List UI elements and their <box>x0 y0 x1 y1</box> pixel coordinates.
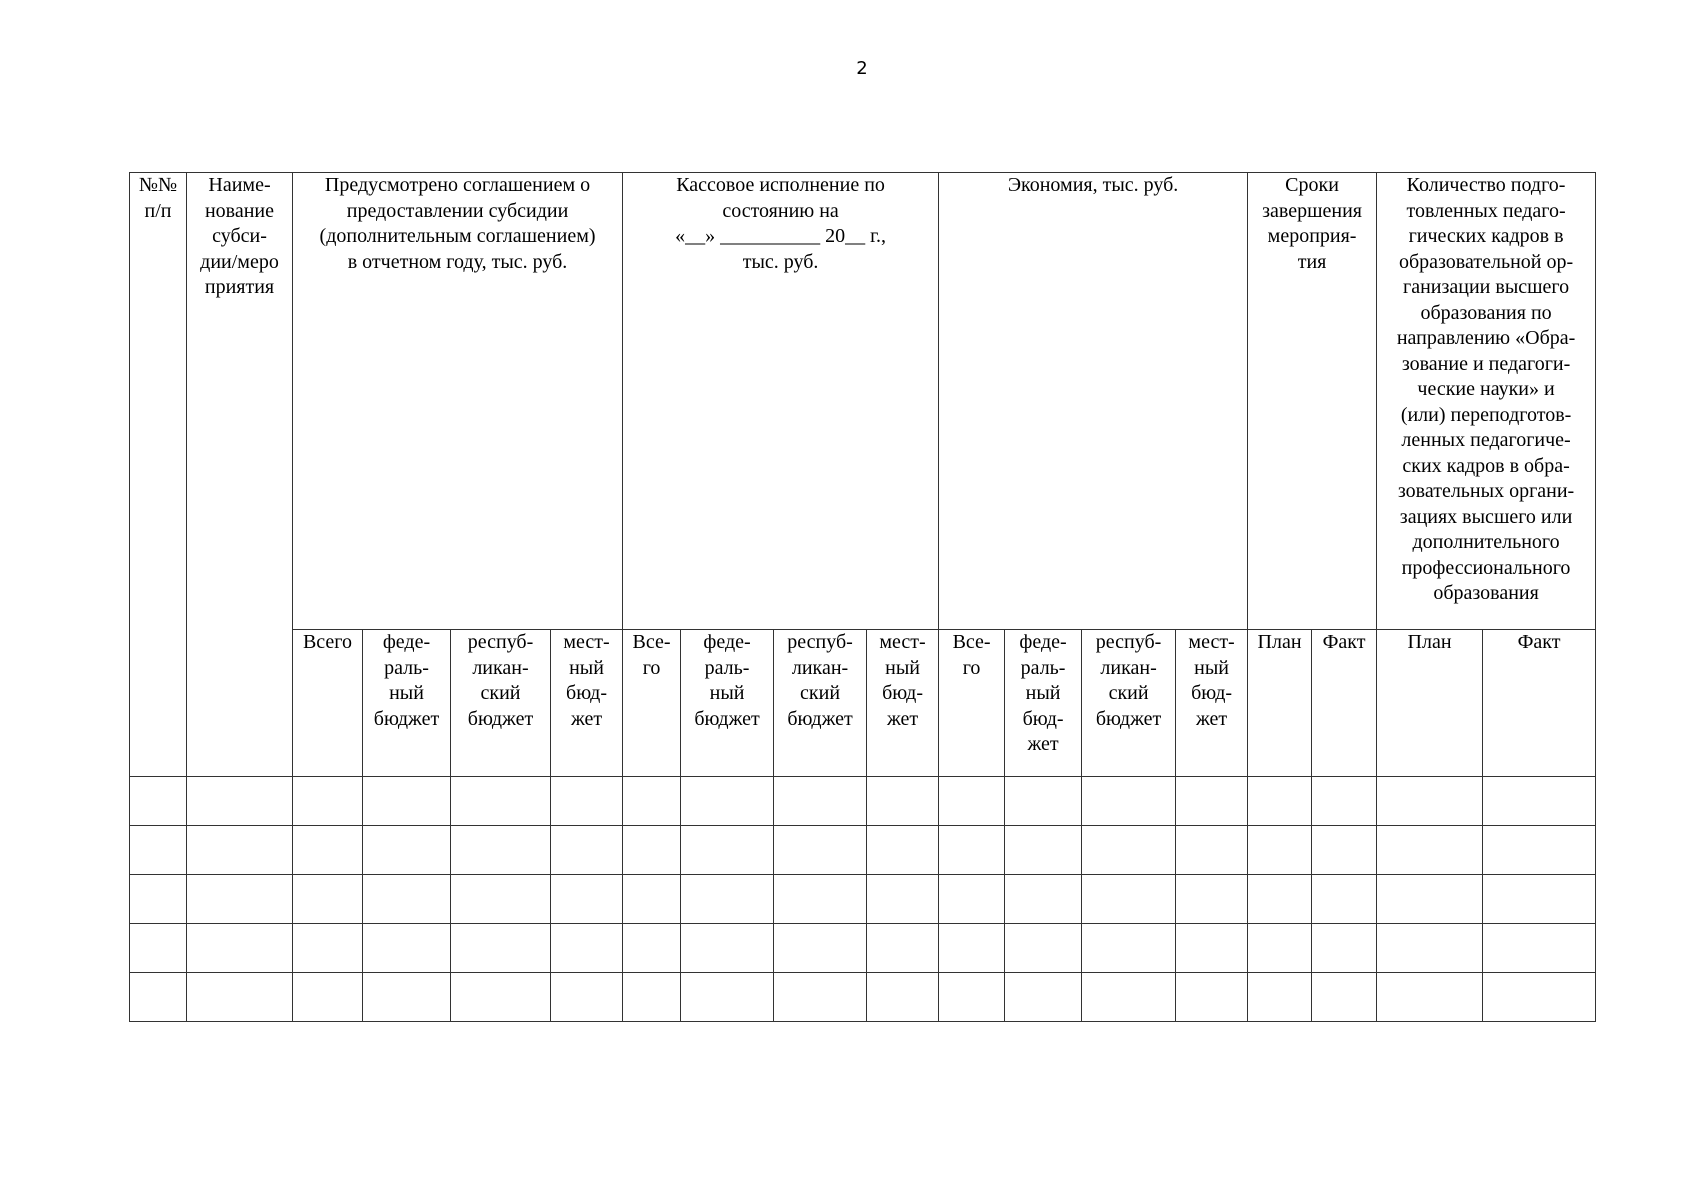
table-cell <box>1005 875 1082 924</box>
table-cell <box>1377 924 1483 973</box>
page-number: 2 <box>856 58 868 79</box>
table-cell <box>681 973 774 1022</box>
table-cell <box>1176 875 1248 924</box>
table-row <box>130 973 1596 1022</box>
table-cell <box>774 924 867 973</box>
table-cell <box>187 973 293 1022</box>
table-cell <box>451 924 551 973</box>
table-cell <box>1312 924 1377 973</box>
table-cell <box>363 973 451 1022</box>
table-cell <box>1005 777 1082 826</box>
table-row <box>130 777 1596 826</box>
table-cell <box>1312 777 1377 826</box>
table-cell <box>1005 924 1082 973</box>
table-cell <box>363 924 451 973</box>
header-name: Наиме- нование субси- дии/меро приятия <box>187 173 293 777</box>
table-cell <box>1312 973 1377 1022</box>
table-cell <box>1082 826 1176 875</box>
table-cell <box>1248 924 1312 973</box>
subheader-planned-federal: феде- раль- ный бюджет <box>363 630 451 777</box>
header-number: №№ п/п <box>130 173 187 777</box>
table-cell <box>293 826 363 875</box>
table-cell <box>293 777 363 826</box>
table-cell <box>293 973 363 1022</box>
table-cell <box>623 924 681 973</box>
table-cell <box>187 777 293 826</box>
subheader-savings-total: Все- го <box>939 630 1005 777</box>
table-body <box>130 777 1596 1022</box>
table-cell <box>551 777 623 826</box>
table-cell <box>1248 777 1312 826</box>
table-cell <box>623 875 681 924</box>
table-cell <box>293 875 363 924</box>
table-cell <box>1377 875 1483 924</box>
table-cell <box>867 777 939 826</box>
subheader-savings-republic: респуб- ликан- ский бюджет <box>1082 630 1176 777</box>
table-cell <box>681 875 774 924</box>
table-cell <box>939 826 1005 875</box>
subheader-planned-republic: респуб- ликан- ский бюджет <box>451 630 551 777</box>
subheader-savings-federal: феде- раль- ный бюд- жет <box>1005 630 1082 777</box>
table-cell <box>551 973 623 1022</box>
table-cell <box>187 875 293 924</box>
table-cell <box>681 924 774 973</box>
table-cell <box>551 826 623 875</box>
table-cell <box>623 777 681 826</box>
table-cell <box>1377 777 1483 826</box>
table-cell <box>867 826 939 875</box>
table-cell <box>774 875 867 924</box>
table-cell <box>363 777 451 826</box>
subheader-deadline-plan: План <box>1248 630 1312 777</box>
table-cell <box>130 777 187 826</box>
table-cell <box>1176 826 1248 875</box>
table-cell <box>187 826 293 875</box>
table-cell <box>551 875 623 924</box>
table-cell <box>187 924 293 973</box>
table-cell <box>939 875 1005 924</box>
subheader-cash-local: мест- ный бюд- жет <box>867 630 939 777</box>
table-cell <box>1377 973 1483 1022</box>
table-cell <box>939 924 1005 973</box>
table-cell <box>1483 826 1596 875</box>
table-cell <box>451 973 551 1022</box>
table-cell <box>681 826 774 875</box>
table-cell <box>1005 973 1082 1022</box>
table-cell <box>130 875 187 924</box>
table-cell <box>1248 973 1312 1022</box>
table-cell <box>1483 875 1596 924</box>
table-cell <box>1082 777 1176 826</box>
table-cell <box>130 924 187 973</box>
table-row <box>130 826 1596 875</box>
table-cell <box>774 973 867 1022</box>
table-cell <box>363 875 451 924</box>
table-row <box>130 924 1596 973</box>
subheader-cash-republic: респуб- ликан- ский бюджет <box>774 630 867 777</box>
table-cell <box>1005 826 1082 875</box>
table-cell <box>1377 826 1483 875</box>
table-cell <box>1312 875 1377 924</box>
table-cell <box>451 826 551 875</box>
table-cell <box>293 924 363 973</box>
header-planned: Предусмотрено соглашением о предоставлении субсидии (дополнительным соглашением) в отчетном году, тыс. руб. <box>293 173 623 630</box>
subheader-deadline-fact: Факт <box>1312 630 1377 777</box>
header-deadlines: Сроки завершения мероприя- тия <box>1248 173 1377 630</box>
subheader-staff-fact: Факт <box>1483 630 1596 777</box>
table-cell <box>1483 777 1596 826</box>
table-cell <box>1176 973 1248 1022</box>
table-cell <box>623 826 681 875</box>
subheader-cash-federal: феде- раль- ный бюджет <box>681 630 774 777</box>
table-cell <box>774 826 867 875</box>
header-cash-execution: Кассовое исполнение по состоянию на «__» __________ 20__ г., тыс. руб. <box>623 173 939 630</box>
subheader-staff-plan: План <box>1377 630 1483 777</box>
table-cell <box>867 973 939 1022</box>
table-cell <box>363 826 451 875</box>
header-savings: Экономия, тыс. руб. <box>939 173 1248 630</box>
table-cell <box>451 875 551 924</box>
header-staff-count: Количество подго- товленных педаго- гических кадров в образовательной ор- ганизации высшего образования по направлению «Обра- зование и педагоги- ческие науки» и (или) переподготов- ленных педагогиче- ских кадров в обра- зовательных органи- зациях высшего или дополнительного профессионального образования <box>1377 173 1596 630</box>
subheader-planned-local: мест- ный бюд- жет <box>551 630 623 777</box>
table-cell <box>130 973 187 1022</box>
report-table <box>129 172 1596 1022</box>
subheader-planned-total: Всего <box>293 630 363 777</box>
table-cell <box>451 777 551 826</box>
table-cell <box>1082 924 1176 973</box>
table-cell <box>1082 973 1176 1022</box>
table-cell <box>1483 973 1596 1022</box>
table-cell <box>551 924 623 973</box>
table-cell <box>939 777 1005 826</box>
table-cell <box>1248 875 1312 924</box>
table-cell <box>867 875 939 924</box>
table-cell <box>681 777 774 826</box>
table-cell <box>1312 826 1377 875</box>
table-cell <box>774 777 867 826</box>
table-cell <box>1082 875 1176 924</box>
table-row <box>130 875 1596 924</box>
table-cell <box>1176 924 1248 973</box>
table-cell <box>1248 826 1312 875</box>
table-cell <box>1483 924 1596 973</box>
table-cell <box>623 973 681 1022</box>
table-cell <box>939 973 1005 1022</box>
table-cell <box>1176 777 1248 826</box>
subheader-cash-total: Все- го <box>623 630 681 777</box>
table-cell <box>867 924 939 973</box>
table-cell <box>130 826 187 875</box>
subheader-savings-local: мест- ный бюд- жет <box>1176 630 1248 777</box>
